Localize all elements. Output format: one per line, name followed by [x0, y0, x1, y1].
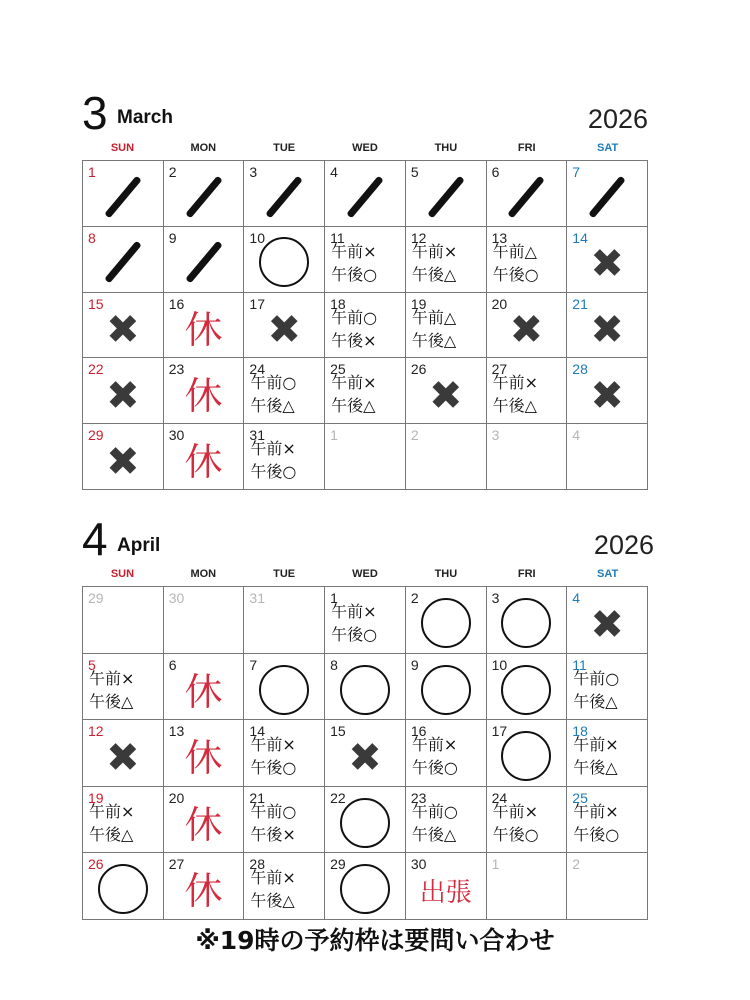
- morning-availability: 午前×: [250, 735, 296, 755]
- afternoon-availability: 午後△: [89, 691, 134, 711]
- day-number: 3: [491, 590, 500, 606]
- month-number: 3: [82, 87, 108, 139]
- day-number: 12: [88, 723, 104, 740]
- am-pm-availability: [573, 667, 645, 713]
- am-pm-availability: [493, 800, 565, 846]
- day-number: 16: [168, 295, 185, 312]
- day-number: 11: [572, 656, 587, 673]
- afternoon-availability: 午後○: [492, 264, 539, 284]
- am-pm-availability: [250, 437, 322, 483]
- closed-day-label: 休: [184, 869, 223, 914]
- day-cell: [83, 293, 164, 359]
- day-cell: [487, 424, 568, 490]
- morning-availability: 午前×: [89, 801, 135, 821]
- day-cell: [406, 424, 487, 490]
- weekday-mon: MON: [190, 568, 217, 580]
- afternoon-availability: 午後○: [573, 824, 620, 844]
- day-number: 7: [572, 164, 581, 180]
- day-number: 23: [410, 789, 427, 806]
- day-cell: [83, 587, 164, 654]
- afternoon-availability: 午後△: [89, 824, 134, 844]
- footer-note: ※19時の予約枠は要問い合わせ: [195, 926, 555, 955]
- month-name: April: [117, 535, 161, 556]
- morning-availability: 午前○: [411, 801, 458, 821]
- afternoon-availability: 午後○: [331, 264, 378, 284]
- fully-booked-x-icon: ✖: [106, 735, 140, 782]
- am-pm-availability: [412, 800, 484, 846]
- am-pm-availability: [493, 371, 565, 417]
- closed-day-label: 休: [184, 736, 223, 781]
- morning-availability: 午前×: [492, 373, 538, 393]
- day-cell: [406, 853, 487, 920]
- day-cell: [487, 654, 568, 721]
- day-cell: [83, 161, 164, 227]
- available-circle-icon: [421, 665, 471, 715]
- day-cell: [567, 654, 648, 721]
- morning-availability: 午前○: [250, 373, 297, 393]
- day-number: 2: [410, 427, 419, 444]
- day-cell: [83, 787, 164, 854]
- am-pm-availability: [573, 800, 645, 846]
- afternoon-availability: 午後○: [411, 758, 458, 778]
- afternoon-availability: 午後×: [250, 824, 296, 844]
- day-cell: [567, 720, 648, 787]
- day-number: 24: [249, 361, 265, 378]
- day-cell: [325, 424, 406, 490]
- day-number: 28: [249, 856, 265, 873]
- day-cell: [164, 654, 245, 721]
- morning-availability: 午前○: [573, 668, 620, 688]
- am-pm-availability: [250, 866, 322, 912]
- day-cell: [406, 787, 487, 854]
- day-cell: [244, 587, 325, 654]
- day-cell: [164, 293, 245, 359]
- day-cell: [567, 293, 648, 359]
- business-trip-label: 出張: [419, 877, 472, 908]
- day-cell: [83, 227, 164, 293]
- day-cell: [164, 587, 245, 654]
- day-number: 10: [491, 656, 508, 673]
- day-number: 18: [572, 723, 588, 740]
- day-number: 20: [491, 295, 508, 312]
- day-number: 30: [410, 856, 427, 873]
- day-number: 25: [572, 789, 588, 806]
- day-cell: [83, 853, 164, 920]
- day-cell: [325, 720, 406, 787]
- available-circle-icon: [421, 598, 471, 648]
- year: 2026: [587, 104, 648, 134]
- day-number: 13: [168, 723, 185, 740]
- available-circle-icon: [340, 665, 390, 715]
- day-number: 29: [330, 856, 346, 873]
- weekday-fri: FRI: [517, 142, 536, 154]
- day-cell: [244, 161, 325, 227]
- afternoon-availability: 午後△: [411, 264, 457, 284]
- weekday-thu: THU: [434, 142, 458, 154]
- day-cell: [244, 787, 325, 854]
- day-number: 19: [410, 295, 427, 312]
- month-number: 4: [82, 513, 108, 565]
- day-number: 5: [88, 656, 96, 673]
- day-cell: [487, 227, 568, 293]
- available-circle-icon: [340, 798, 390, 848]
- day-cell: [164, 358, 245, 424]
- am-pm-availability: [331, 306, 403, 352]
- available-circle-icon: [501, 665, 551, 715]
- fully-booked-x-icon: ✖: [106, 372, 140, 419]
- unavailable-slash-mark: [508, 175, 546, 218]
- day-cell: [406, 227, 487, 293]
- day-cell: [164, 853, 245, 920]
- unavailable-slash-mark: [346, 175, 384, 218]
- day-number: 29: [88, 427, 104, 444]
- weekday-wed: WED: [352, 568, 378, 580]
- day-number: 8: [330, 656, 338, 673]
- closed-day-label: 休: [184, 802, 223, 847]
- day-cell: [325, 293, 406, 359]
- am-pm-availability: [331, 600, 403, 646]
- day-cell: [164, 227, 245, 293]
- day-number: 17: [249, 295, 265, 312]
- day-cell: [325, 654, 406, 721]
- day-number: 25: [330, 361, 346, 378]
- afternoon-availability: 午後○: [250, 758, 297, 778]
- morning-availability: 午前×: [411, 241, 458, 261]
- day-cell: [244, 358, 325, 424]
- day-cell: [567, 853, 648, 920]
- morning-availability: 午前×: [331, 373, 377, 393]
- day-number: 11: [330, 229, 345, 246]
- afternoon-availability: 午後△: [250, 396, 295, 416]
- unavailable-slash-mark: [185, 175, 223, 218]
- day-number: 14: [572, 229, 588, 246]
- day-grid: [82, 586, 648, 920]
- day-number: 29: [88, 590, 104, 606]
- fully-booked-x-icon: ✖: [590, 307, 624, 354]
- day-cell: [325, 227, 406, 293]
- am-pm-availability: [412, 306, 484, 352]
- afternoon-availability: 午後×: [331, 330, 377, 350]
- afternoon-availability: 午後△: [411, 824, 457, 844]
- day-cell: [487, 720, 568, 787]
- day-cell: [406, 587, 487, 654]
- day-number: 14: [249, 723, 265, 740]
- day-number: 27: [168, 856, 185, 873]
- afternoon-availability: 午後△: [411, 330, 457, 350]
- morning-availability: 午前×: [331, 602, 377, 621]
- unavailable-slash-mark: [427, 175, 465, 218]
- day-number: 8: [88, 229, 96, 246]
- day-number: 4: [572, 590, 581, 606]
- weekday-sat: SAT: [596, 142, 619, 154]
- day-number: 6: [491, 164, 500, 180]
- day-number: 17: [491, 723, 508, 740]
- morning-availability: 午前×: [331, 241, 377, 261]
- day-cell: [325, 358, 406, 424]
- day-cell: [406, 720, 487, 787]
- day-cell: [244, 424, 325, 490]
- available-circle-icon: [501, 598, 551, 648]
- day-number: 15: [88, 295, 104, 312]
- closed-day-label: 休: [184, 308, 223, 353]
- am-pm-availability: [412, 240, 484, 286]
- afternoon-availability: 午後△: [492, 396, 537, 416]
- weekday-tue: TUE: [273, 142, 296, 154]
- closed-day-label: 休: [184, 373, 223, 418]
- day-number: 7: [249, 656, 258, 673]
- morning-availability: 午前△: [411, 307, 457, 327]
- day-cell: [567, 424, 648, 490]
- day-number: 5: [410, 164, 419, 180]
- day-number: 27: [491, 361, 508, 378]
- morning-availability: 午前×: [89, 668, 135, 688]
- day-cell: [487, 293, 568, 359]
- am-pm-availability: [331, 371, 403, 417]
- day-number: 20: [168, 789, 185, 806]
- day-number: 19: [88, 789, 104, 806]
- weekday-sun: SUN: [110, 142, 135, 154]
- day-cell: [164, 720, 245, 787]
- am-pm-availability: [89, 667, 161, 713]
- afternoon-availability: 午後△: [250, 891, 295, 911]
- am-pm-availability: [250, 733, 322, 779]
- day-number: 16: [410, 723, 427, 740]
- fully-booked-x-icon: ✖: [106, 438, 140, 485]
- unavailable-slash-mark: [104, 175, 142, 218]
- available-circle-icon: [98, 864, 148, 914]
- unavailable-slash-mark: [588, 175, 626, 218]
- day-number: 18: [330, 295, 346, 312]
- day-cell: [487, 787, 568, 854]
- fully-booked-x-icon: ✖: [106, 307, 140, 354]
- day-number: 21: [572, 295, 588, 312]
- day-cell: [567, 161, 648, 227]
- day-cell: [244, 853, 325, 920]
- day-cell: [164, 424, 245, 490]
- day-cell: [567, 358, 648, 424]
- day-number: 10: [249, 229, 265, 246]
- day-cell: [244, 227, 325, 293]
- day-number: 26: [88, 856, 104, 873]
- day-cell: [325, 787, 406, 854]
- day-cell: [406, 654, 487, 721]
- afternoon-availability: 午後○: [492, 824, 539, 844]
- weekday-header: [82, 138, 648, 158]
- unavailable-slash-mark: [104, 241, 142, 284]
- am-pm-availability: [250, 371, 322, 417]
- day-number: 1: [491, 856, 500, 873]
- afternoon-availability: 午後△: [573, 691, 618, 711]
- day-number: 23: [168, 361, 185, 378]
- am-pm-availability: [493, 240, 565, 286]
- morning-availability: 午前×: [573, 801, 619, 821]
- fully-booked-x-icon: ✖: [590, 241, 624, 288]
- day-cell: [487, 587, 568, 654]
- day-number: 13: [491, 229, 508, 246]
- day-number: 2: [410, 590, 419, 606]
- weekday-sat: SAT: [596, 568, 619, 580]
- unavailable-slash-mark: [266, 175, 304, 218]
- day-cell: [567, 587, 648, 654]
- day-number: 26: [410, 361, 427, 378]
- day-number: 1: [330, 590, 338, 606]
- am-pm-availability: [250, 800, 322, 846]
- day-cell: [487, 161, 568, 227]
- day-number: 9: [410, 656, 419, 673]
- year: 2026: [593, 530, 654, 560]
- day-number: 30: [168, 427, 185, 444]
- afternoon-availability: 午後△: [573, 758, 618, 778]
- day-cell: [406, 293, 487, 359]
- am-pm-availability: [89, 800, 161, 846]
- morning-availability: 午前×: [492, 801, 538, 821]
- day-cell: [567, 787, 648, 854]
- fully-booked-x-icon: ✖: [590, 602, 624, 649]
- day-cell: [406, 358, 487, 424]
- day-number: 30: [168, 590, 185, 606]
- am-pm-availability: [331, 240, 403, 286]
- weekday-sun: SUN: [110, 568, 135, 580]
- day-number: 28: [572, 361, 588, 378]
- day-cell: [406, 161, 487, 227]
- day-cell: [325, 853, 406, 920]
- morning-availability: 午前×: [411, 735, 458, 755]
- morning-availability: 午前○: [331, 307, 378, 327]
- morning-availability: 午前×: [250, 439, 296, 459]
- fully-booked-x-icon: ✖: [428, 372, 463, 419]
- available-circle-icon: [259, 665, 309, 715]
- weekday-thu: THU: [434, 568, 458, 580]
- morning-availability: 午前△: [492, 241, 537, 261]
- day-number: 15: [330, 723, 346, 740]
- morning-availability: 午前○: [250, 801, 297, 821]
- fully-booked-x-icon: ✖: [590, 372, 624, 419]
- am-pm-availability: [412, 733, 484, 779]
- day-cell: [83, 720, 164, 787]
- month-name: March: [117, 107, 173, 128]
- day-cell: [83, 424, 164, 490]
- weekday-wed: WED: [352, 142, 378, 154]
- fully-booked-x-icon: ✖: [348, 735, 382, 782]
- day-number: 3: [491, 427, 500, 444]
- available-circle-icon: [501, 731, 551, 781]
- day-number: 21: [249, 789, 265, 806]
- day-number: 31: [249, 590, 265, 606]
- unavailable-slash-mark: [185, 241, 223, 284]
- available-circle-icon: [259, 237, 309, 287]
- day-number: 2: [572, 856, 581, 873]
- day-cell: [244, 654, 325, 721]
- weekday-header: [82, 564, 648, 584]
- day-cell: [487, 358, 568, 424]
- day-number: 22: [88, 361, 104, 378]
- fully-booked-x-icon: ✖: [509, 307, 544, 354]
- weekday-mon: MON: [190, 142, 217, 154]
- weekday-tue: TUE: [273, 568, 296, 580]
- day-number: 4: [330, 164, 338, 180]
- day-number: 9: [168, 229, 177, 246]
- afternoon-availability: 午後△: [331, 396, 376, 416]
- day-cell: [325, 161, 406, 227]
- day-cell: [164, 787, 245, 854]
- day-cell: [325, 587, 406, 654]
- day-cell: [83, 358, 164, 424]
- day-cell: [244, 293, 325, 359]
- day-number: 1: [330, 427, 338, 444]
- day-number: 22: [330, 789, 346, 806]
- day-number: 2: [168, 164, 177, 180]
- day-number: 3: [249, 164, 258, 180]
- afternoon-availability: 午後○: [331, 625, 378, 644]
- closed-day-label: 休: [184, 669, 223, 714]
- day-cell: [567, 227, 648, 293]
- am-pm-availability: [573, 733, 645, 779]
- morning-availability: 午前×: [573, 735, 619, 755]
- weekday-fri: FRI: [517, 568, 536, 580]
- day-cell: [164, 161, 245, 227]
- day-number: 31: [249, 427, 265, 444]
- day-grid: [82, 160, 648, 490]
- available-circle-icon: [340, 864, 390, 914]
- day-number: 12: [410, 229, 427, 246]
- day-number: 1: [88, 164, 96, 180]
- closed-day-label: 休: [184, 439, 223, 484]
- day-cell: [83, 654, 164, 721]
- day-number: 24: [491, 789, 508, 806]
- day-number: 4: [572, 427, 581, 444]
- day-cell: [244, 720, 325, 787]
- day-number: 6: [168, 656, 177, 673]
- fully-booked-x-icon: ✖: [267, 307, 302, 354]
- day-cell: [487, 853, 568, 920]
- morning-availability: 午前×: [250, 868, 296, 888]
- afternoon-availability: 午後○: [250, 462, 297, 482]
